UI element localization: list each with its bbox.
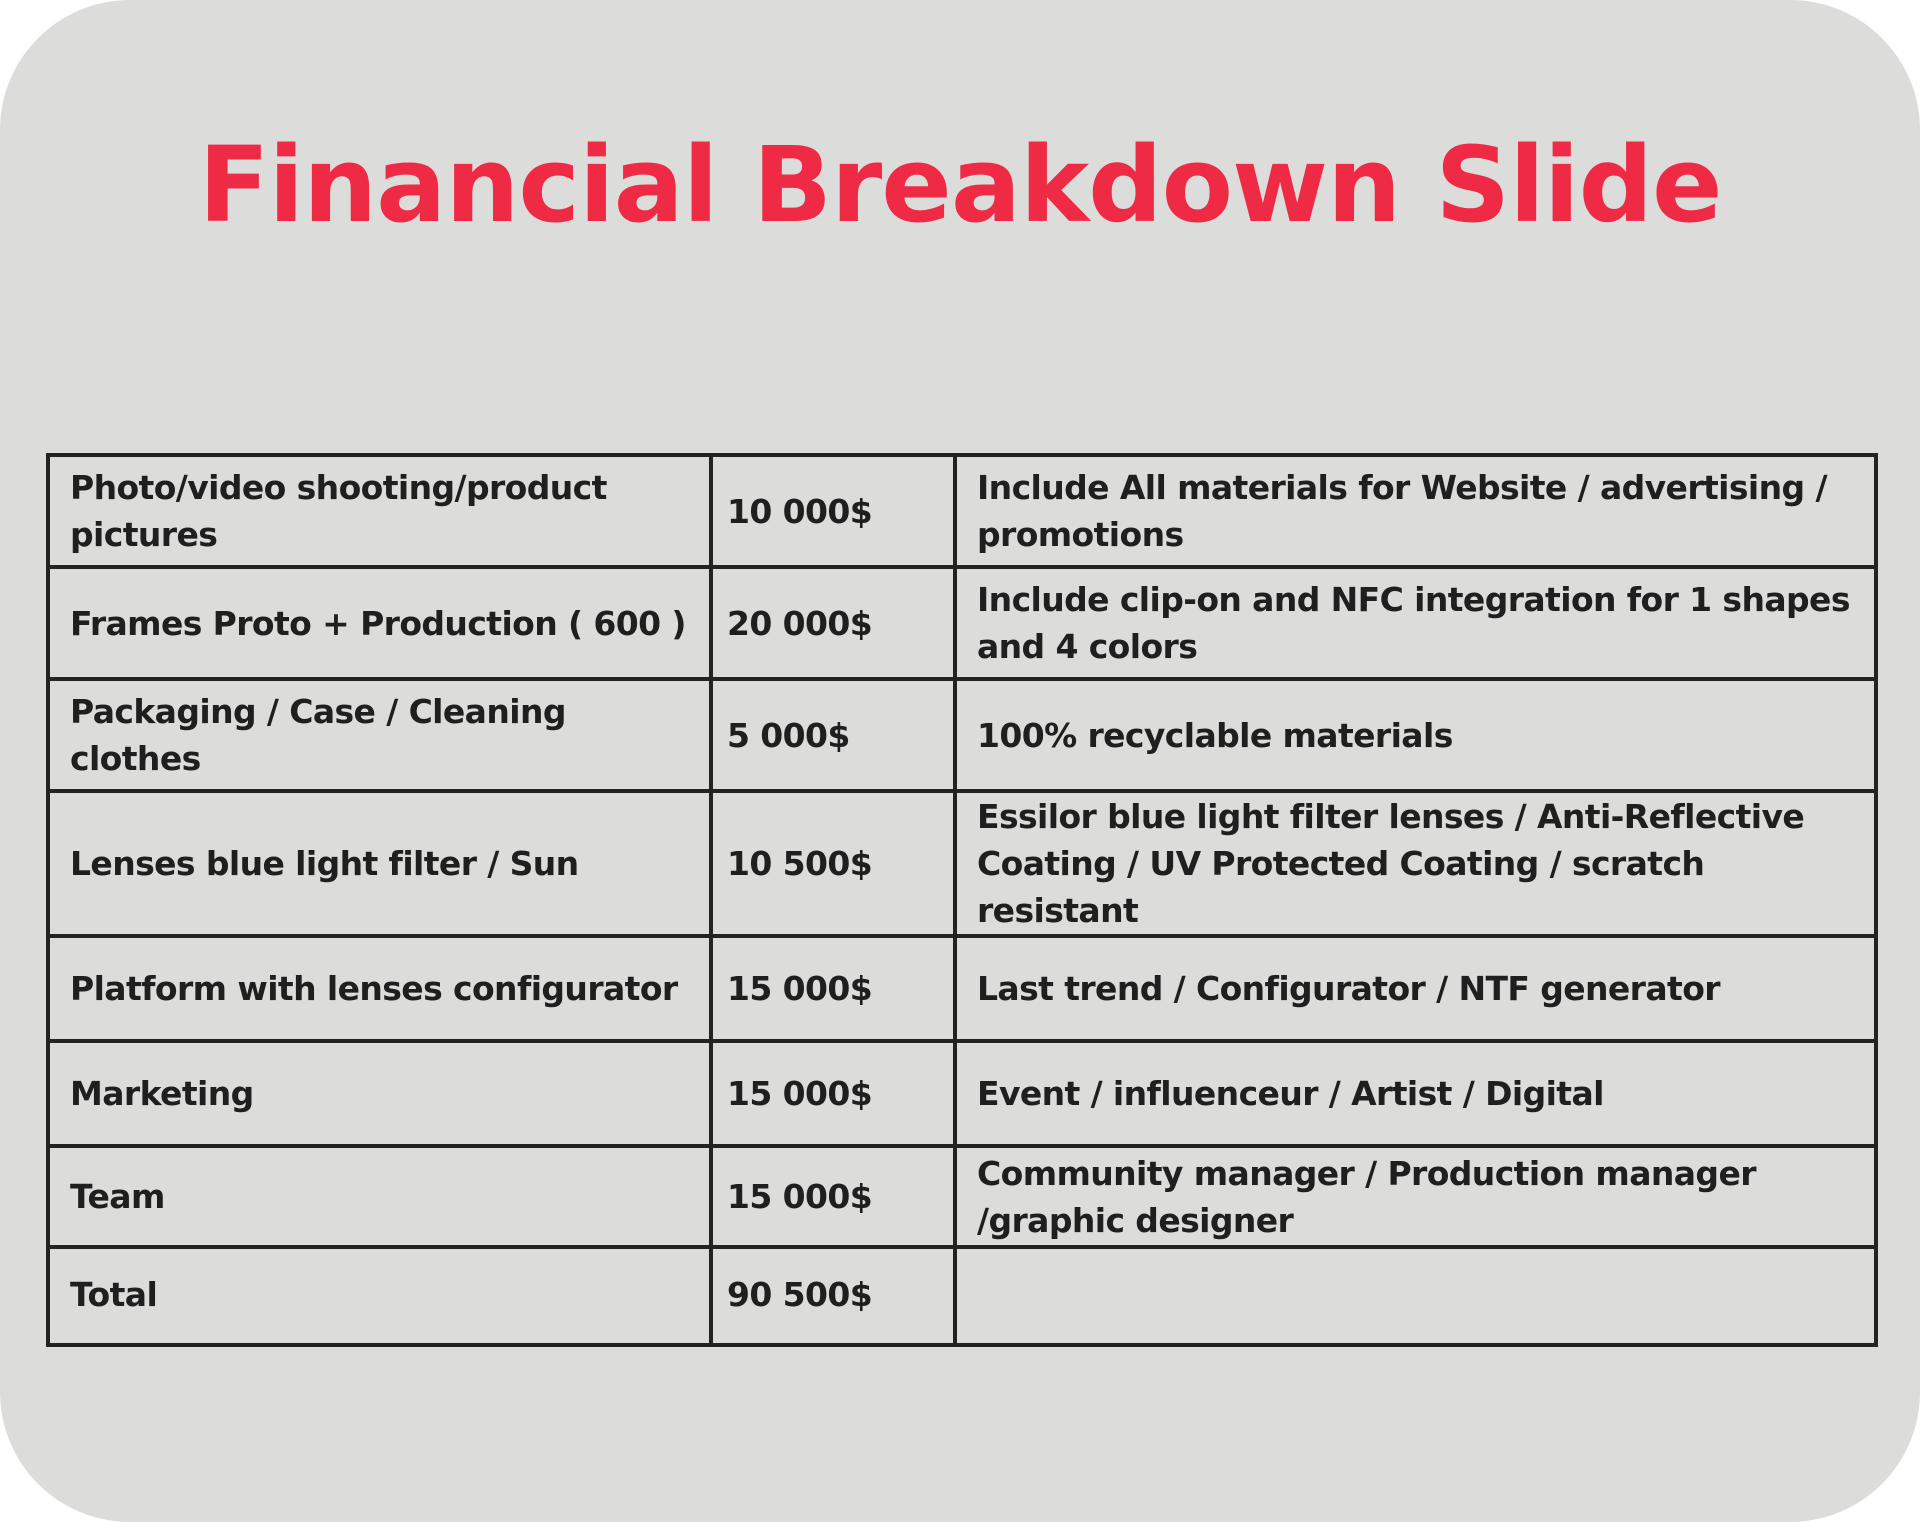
table-row xyxy=(48,791,1876,936)
total-amount: 90 500$ xyxy=(711,1247,955,1345)
table-row-total xyxy=(48,1247,1876,1345)
row-item: Marketing xyxy=(48,1041,711,1146)
table-row xyxy=(48,679,1876,791)
row-item: Lenses blue light filter / Sun xyxy=(48,791,711,936)
row-amount: 10 000$ xyxy=(711,455,955,567)
row-note: Event / influenceur / Artist / Digital xyxy=(955,1041,1876,1146)
row-item: Frames Proto + Production ( 600 ) xyxy=(48,567,711,679)
table-row xyxy=(48,1041,1876,1146)
table-row xyxy=(48,567,1876,679)
row-amount: 15 000$ xyxy=(711,936,955,1041)
row-note: 100% recyclable materials xyxy=(955,679,1876,791)
total-note xyxy=(955,1247,1876,1345)
row-note: Last trend / Configurator / NTF generator xyxy=(955,936,1876,1041)
row-amount: 15 000$ xyxy=(711,1146,955,1247)
slide-title: Financial Breakdown Slide xyxy=(198,124,1722,246)
table-row xyxy=(48,1146,1876,1247)
row-note: Community manager / Production manager /graphic designer xyxy=(955,1146,1876,1247)
row-note: Include All materials for Website / advertising / promotions xyxy=(955,455,1876,567)
row-amount: 5 000$ xyxy=(711,679,955,791)
row-amount: 15 000$ xyxy=(711,1041,955,1146)
row-note: Include clip-on and NFC integration for 1 shapes and 4 colors xyxy=(955,567,1876,679)
total-label: Total xyxy=(48,1247,711,1345)
row-amount: 10 500$ xyxy=(711,791,955,936)
row-item: Packaging / Case / Cleaning clothes xyxy=(48,679,711,791)
table-row xyxy=(48,936,1876,1041)
row-amount: 20 000$ xyxy=(711,567,955,679)
row-item: Platform with lenses configurator xyxy=(48,936,711,1041)
financial-breakdown-table xyxy=(46,453,1878,1347)
row-item: Photo/video shooting/product pictures xyxy=(48,455,711,567)
row-note: Essilor blue light filter lenses / Anti-Reflective Coating / UV Protected Coating / scratch resistant xyxy=(955,791,1876,936)
table-row xyxy=(48,455,1876,567)
row-item: Team xyxy=(48,1146,711,1247)
